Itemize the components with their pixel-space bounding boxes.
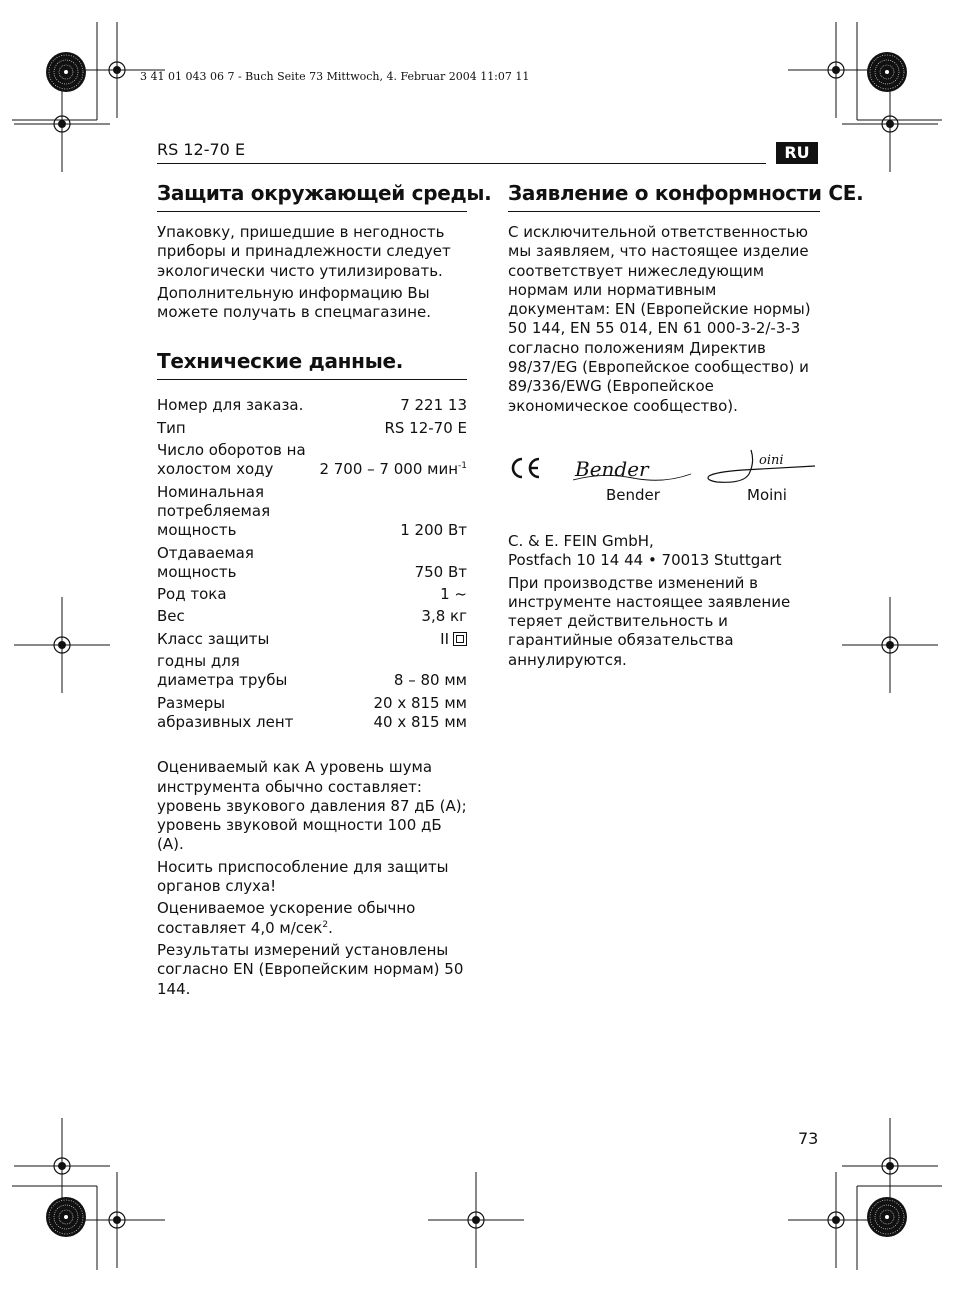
signature-moini-script: oini [759,452,784,468]
spec-value: 750 Вт [414,562,467,581]
spec-label: Класс защиты [157,629,270,648]
ce-declaration-heading: Заявление о конформности CE. [508,178,820,212]
signature-bender-script: Bender [575,456,649,481]
environment-paragraph-1: Упаковку, пришедшие в негодность приборы и принадлежности следует экологически чисто утилизировать. [157,223,451,280]
spec-value: RS 12-70 E [384,418,467,437]
acceleration-end: . [328,918,333,937]
specs-table [157,393,467,732]
spec-row [157,438,467,480]
header-divider [157,163,766,164]
results-paragraph: Результаты измерений установлены согласно EN (Европейским нормам) 50 144. [157,940,464,998]
spec-value [319,627,467,649]
spec-label: Тип [157,418,186,437]
spec-label: Размеры абразивных лент [157,693,294,731]
spec-label: Вес [157,607,185,626]
spec-label: Номинальная потребляемая мощность [157,482,271,540]
spec-value [319,438,467,480]
spec-row [157,416,467,438]
spec-row [157,541,467,583]
ce-mark-icon [508,456,542,480]
noise-paragraph: Оцениваемый как А уровень шума инструмента обычно составляет: уровень звукового давления 87 дБ (А); уровень звуковой мощности 100 дБ (А). [157,758,467,854]
environment-paragraph-2: Дополнительную информацию Вы можете получать в спецмагазине. [157,283,432,322]
spec-label: Отдаваемая мощность [157,543,254,581]
spec-value-text: II [440,629,449,648]
spec-value [319,691,467,733]
spec-label: годны для диаметра трубы [157,652,288,690]
spec-value: 3,8 кг [421,607,467,626]
company-address: Postfach 10 14 44 • 70013 Stuttgart [508,551,782,570]
spec-value: 1 200 Вт [400,521,467,540]
page-number: 73 [798,1129,819,1148]
spec-value-text-2: 40 x 815 мм [373,712,467,731]
print-info: 3 41 01 043 06 7 - Buch Seite 73 Mittwoch, 4. Februar 2004 11:07 11 [140,70,530,83]
acceleration-paragraph [157,899,467,938]
language-badge: RU [776,142,818,164]
signatory-name-moini: Moini [747,485,787,504]
spec-label: Род тока [157,585,227,604]
signatory-name-bender: Bender [606,485,660,504]
spec-row [157,691,467,733]
spec-value-sup: -1 [458,461,467,472]
validity-paragraph: При производстве изменений в инструменте настоящее заявление теряет действительность и гарантийные обязательства аннулируются. [508,573,791,669]
environment-heading: Защита окружающей среды. [157,178,467,212]
acceleration-text: Оцениваемое ускорение обычно составляет 4,0 м/сек [157,899,416,937]
spec-value: 1 ~ [440,585,467,604]
spec-label: Число оборотов на холостом ходу [157,441,306,479]
spec-row [157,393,467,415]
ce-declaration-paragraph: С исключительной ответственностью мы заявляем, что настоящее изделие соответствует нижеследующим нормам или нормативным документам: EN (Европейские нормы) 50 144, EN 55 014, EN 61 000-3-2/-3-3 согласно положениям Директив 98/37/EG (Европейское сообщество) и 89/336/EWG (Европейское экономическое сообщество). [508,223,811,415]
signature-block [508,454,820,518]
spec-row [157,604,467,626]
right-column [508,178,864,670]
tech-data-heading: Технические данные. [157,346,467,380]
model-name: RS 12-70 E [157,140,246,159]
spec-row [157,480,467,541]
spec-value-text: 2 700 – 7 000 мин [319,460,459,479]
spec-row [157,627,467,649]
spec-row [157,649,467,691]
spec-row [157,582,467,604]
spec-value-text: 20 x 815 мм [373,693,467,712]
spec-label: Номер для заказа. [157,396,304,415]
hearing-protection-paragraph: Носить приспособление для защиты органов слуха! [157,857,449,896]
signature-moini [703,448,818,488]
spec-value: 7 221 13 [400,396,467,415]
left-column [157,178,492,999]
spec-value: 8 – 80 мм [393,671,467,690]
signature-bender [573,454,693,484]
acceleration-sup: 2 [322,919,329,930]
protection-class-icon [453,632,467,646]
company-name: C. & E. FEIN GmbH, [508,531,654,550]
